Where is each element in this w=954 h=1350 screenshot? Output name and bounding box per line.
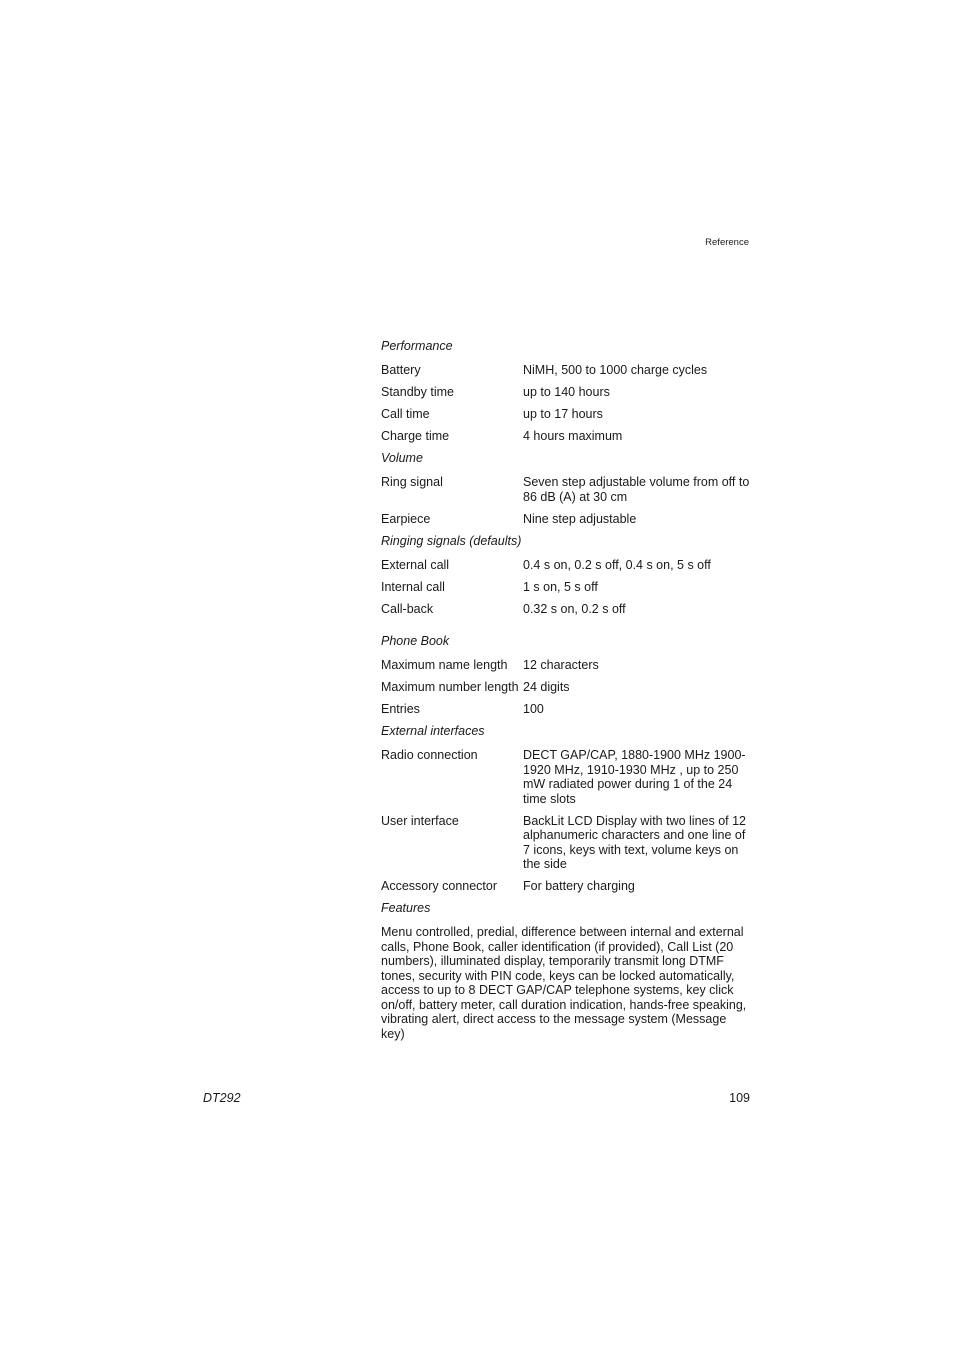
spec-label: Call-back — [381, 601, 434, 616]
spec-row — [381, 702, 753, 717]
spec-row — [381, 748, 753, 806]
spec-label: User interface — [381, 813, 459, 828]
section-external-interfaces — [381, 724, 753, 894]
spec-row — [381, 879, 753, 894]
section-title: Volume — [381, 451, 423, 465]
spec-row — [381, 385, 753, 400]
spec-value: 0.4 s on, 0.2 s off, 0.4 s on, 5 s off — [523, 557, 711, 572]
spec-row — [381, 475, 753, 504]
section-title: Features — [381, 901, 431, 915]
section-title: Ringing signals (defaults) — [381, 533, 522, 548]
spec-label: Battery — [381, 363, 421, 377]
spec-label: Radio connection — [381, 748, 478, 762]
spec-content — [381, 339, 753, 1048]
spec-row — [381, 512, 753, 527]
spec-label: Ring signal — [381, 475, 443, 489]
spec-label: External call — [381, 557, 450, 572]
spec-label: Internal call — [381, 579, 445, 594]
spec-value: 4 hours maximum — [523, 429, 623, 443]
spec-label: Maximum name length — [381, 658, 508, 672]
spec-label: Earpiece — [381, 511, 431, 526]
spec-value: For battery charging — [523, 879, 635, 893]
spec-label: Entries — [381, 702, 420, 716]
page-number: 109 — [729, 1091, 750, 1105]
spec-value: Seven step adjustable volume from off to 86 dB (A) at 30 cm — [523, 475, 750, 504]
spec-label: Standby time — [381, 385, 454, 399]
spec-value: NiMH, 500 to 1000 charge cycles — [523, 363, 708, 377]
spec-value: up to 140 hours — [523, 385, 610, 399]
section-phone-book — [381, 634, 753, 717]
spec-value: 0.32 s on, 0.2 s off — [523, 601, 626, 616]
spec-row — [381, 658, 753, 673]
spec-value: 100 — [523, 702, 544, 716]
section-volume — [381, 451, 753, 526]
spec-label: Maximum number length — [381, 680, 519, 694]
spec-row — [381, 602, 753, 617]
spec-label: Charge time — [381, 429, 450, 443]
section-performance — [381, 339, 753, 444]
features-paragraph: Menu controlled, predial, difference between internal and external calls, Phone Book, caller identification (if provided), Call List (20 numbers), illuminated display, temporarily transmit long DTMF tones, security with PIN code, keys can be locked automatically, access to up to 8 DECT GAP/CAP telephone systems, key click on/off, battery meter, call duration indication, hands-free speaking, vibrating alert, direct access to the message system (Message key) — [381, 925, 747, 1041]
spec-label: Call time — [381, 407, 430, 421]
running-header: Reference — [705, 237, 749, 248]
spec-value: 12 characters — [523, 658, 599, 672]
section-ringing-signals — [381, 534, 753, 617]
spec-value: BackLit LCD Display with two lines of 12 alphanumeric characters and one line of 7 icons, keys with text, volume keys on the side — [523, 813, 747, 871]
section-title: Performance — [381, 339, 453, 353]
spec-value: Nine step adjustable — [523, 511, 637, 526]
spec-row — [381, 814, 753, 872]
spec-label: Accessory connector — [381, 879, 498, 893]
footer-model: DT292 — [203, 1091, 241, 1105]
spec-value: 24 digits — [523, 680, 570, 694]
spec-value: DECT GAP/CAP, 1880-1900 MHz 1900-1920 MHz, 1910-1930 MHz , up to 250 mW radiated power during 1 of the 24 time slots — [523, 748, 746, 806]
section-title: Phone Book — [381, 634, 450, 648]
spec-value: up to 17 hours — [523, 407, 603, 421]
spec-row — [381, 429, 753, 444]
spec-row — [381, 580, 753, 595]
spec-row — [381, 558, 753, 573]
section-features — [381, 901, 753, 1041]
spec-row — [381, 680, 753, 695]
spec-value: 1 s on, 5 s off — [523, 579, 598, 594]
spec-row — [381, 363, 753, 378]
section-title: External interfaces — [381, 724, 485, 738]
spec-row — [381, 407, 753, 422]
